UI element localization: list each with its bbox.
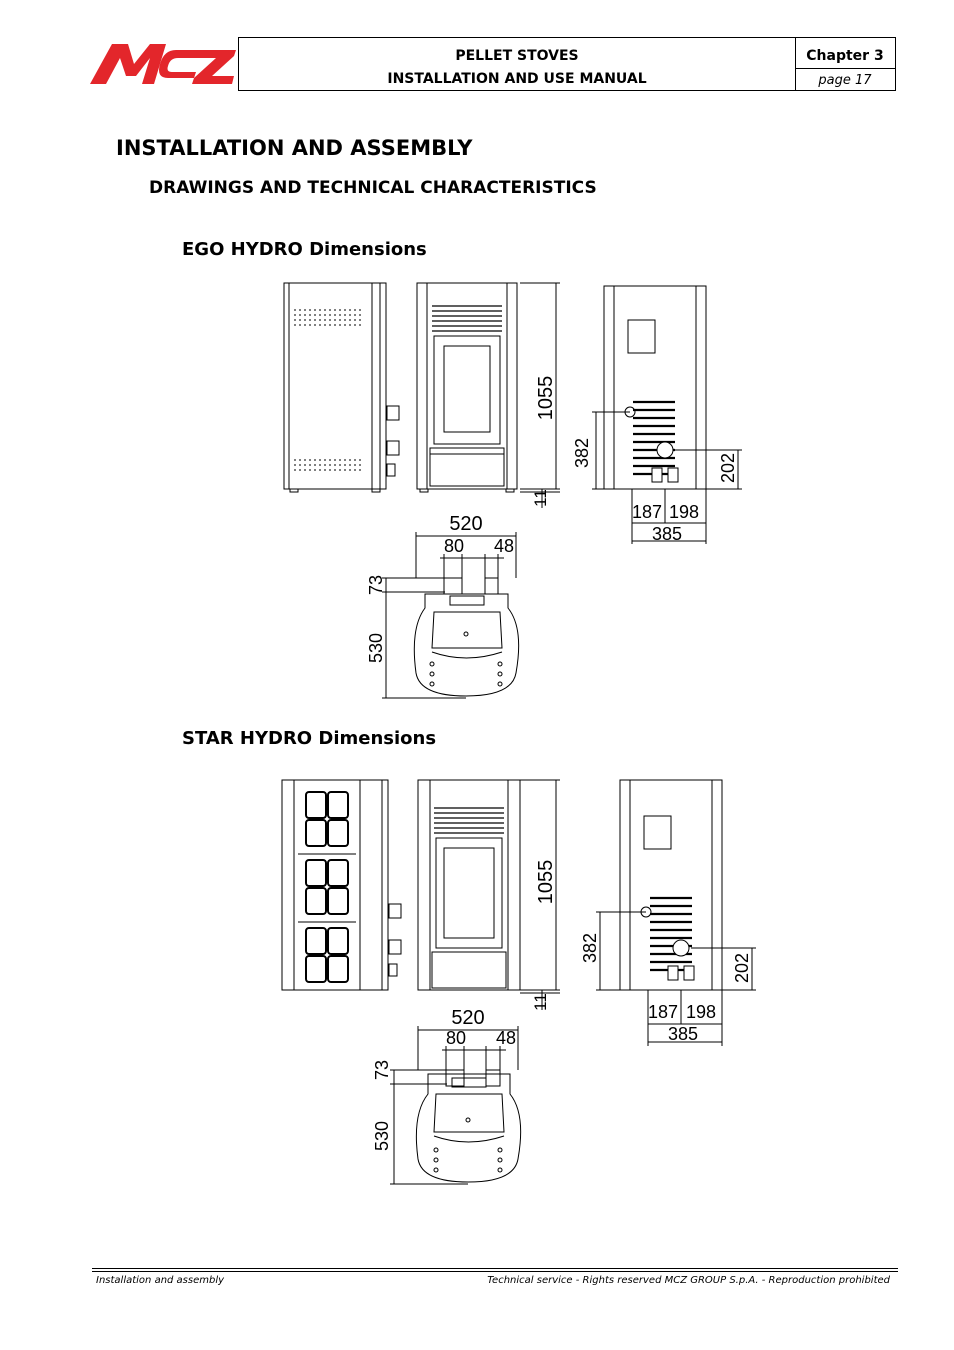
- star-top-view: [390, 1026, 521, 1184]
- ego-dim-foot: 11: [531, 489, 550, 507]
- star-dim-top-d: 530: [372, 1120, 392, 1152]
- ego-dim-rear-e: 385: [651, 524, 683, 544]
- mcz-logo: [90, 40, 236, 88]
- ego-dim-top-c: 73: [366, 574, 386, 596]
- header-title-line2: INSTALLATION AND USE MANUAL: [387, 71, 647, 87]
- header-box: [238, 37, 896, 91]
- star-dim-top-c: 73: [372, 1059, 392, 1081]
- footer-right: Technical service - Rights reserved MCZ GROUP S.p.A. - Reproduction prohibited: [487, 1275, 890, 1286]
- footer-rule-2: [92, 1271, 898, 1272]
- star-hydro-drawing: [270, 774, 760, 1188]
- chapter-label: Chapter 3: [795, 38, 895, 69]
- star-dim-rear-a: 382: [580, 932, 600, 964]
- ego-rear-view: [592, 286, 742, 544]
- heading-installation: INSTALLATION AND ASSEMBLY: [116, 136, 473, 160]
- ego-dim-height: 1055: [535, 375, 557, 421]
- ego-dim-top-a: 80: [443, 536, 465, 556]
- header-title: [239, 38, 796, 90]
- ego-dim-rear-c: 187: [631, 502, 663, 522]
- star-dim-rear-b: 202: [732, 952, 752, 984]
- footer-rule: [92, 1268, 898, 1269]
- ego-side-view: [284, 283, 399, 492]
- star-dim-rear-c: 187: [647, 1002, 679, 1022]
- page-number: page 17: [818, 73, 872, 88]
- heading-drawings: DRAWINGS AND TECHNICAL CHARACTERISTICS: [149, 178, 597, 198]
- star-dim-top-a: 80: [445, 1028, 467, 1048]
- logo-text: MCZ: [90, 87, 93, 88]
- ego-dim-rear-d: 198: [668, 502, 700, 522]
- ego-dim-top-b: 48: [493, 536, 515, 556]
- star-dim-height: 1055: [535, 859, 557, 905]
- star-dim-foot: 11: [531, 993, 550, 1011]
- star-side-view: [282, 780, 401, 990]
- ego-dim-rear-b: 202: [718, 452, 738, 484]
- ego-dim-top-w: 520: [449, 513, 483, 535]
- header-title-line1: PELLET STOVES: [455, 48, 579, 64]
- ego-top-view: [382, 532, 519, 698]
- star-dim-rear-d: 198: [685, 1002, 717, 1022]
- section-title-ego: EGO HYDRO Dimensions: [182, 239, 427, 260]
- ego-dim-rear-a: 382: [572, 437, 592, 469]
- star-dim-top-w: 520: [451, 1007, 485, 1029]
- ego-hydro-drawing: [270, 278, 750, 702]
- ego-dim-top-d: 530: [366, 632, 386, 664]
- footer-left: Installation and assembly: [96, 1275, 225, 1286]
- section-title-star: STAR HYDRO Dimensions: [182, 728, 437, 749]
- star-dim-rear-e: 385: [667, 1024, 699, 1044]
- star-dim-top-b: 48: [495, 1028, 517, 1048]
